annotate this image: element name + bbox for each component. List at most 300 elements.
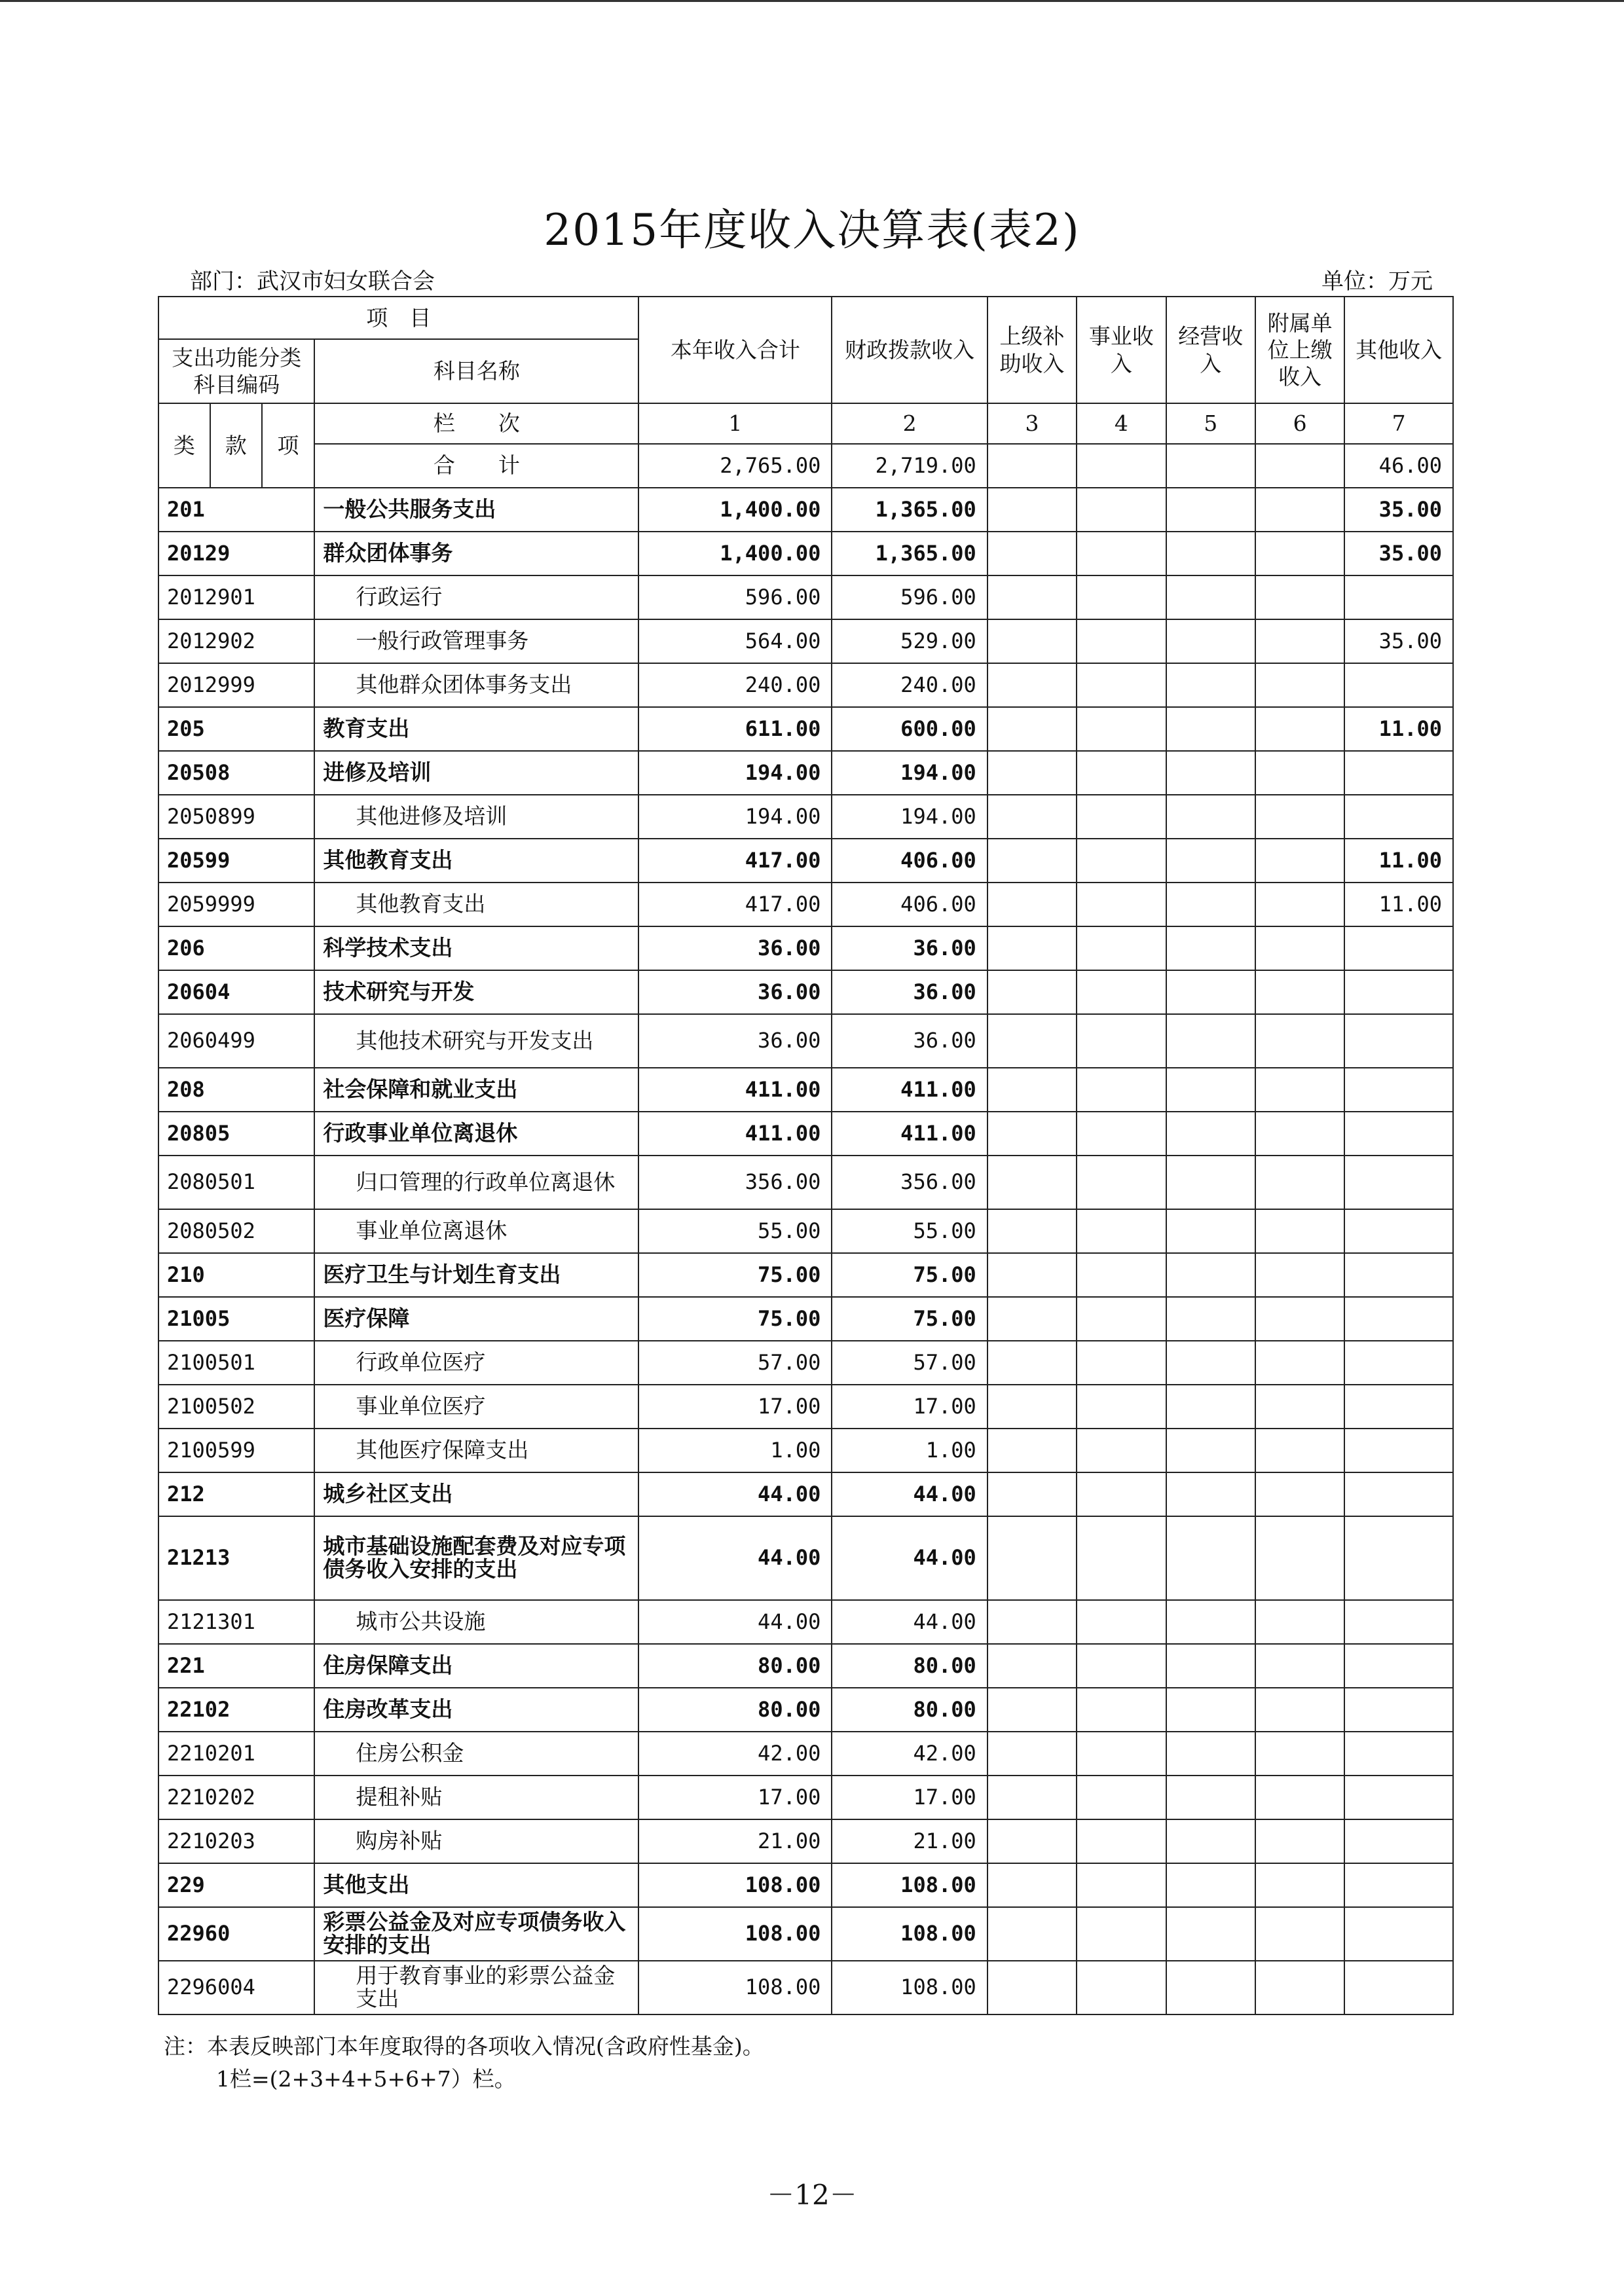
- row-col7: [1344, 1819, 1453, 1863]
- row-col4: [1077, 1863, 1166, 1907]
- row-col5: [1166, 1819, 1255, 1863]
- row-col6: [1255, 1112, 1344, 1156]
- row-subject-name: 行政事业单位离退休: [314, 1112, 638, 1156]
- row-subject-name: 社会保障和就业支出: [314, 1068, 638, 1112]
- top-rule: [0, 0, 1624, 2]
- row-col3: [987, 1014, 1077, 1068]
- table-row: [158, 1863, 1453, 1907]
- row-col2: 1,365.00: [832, 488, 987, 532]
- income-final-accounts-table: [158, 296, 1454, 2015]
- row-col6: [1255, 970, 1344, 1014]
- row-col5: [1166, 839, 1255, 883]
- row-col4: [1077, 1516, 1166, 1600]
- table-row: [158, 1209, 1453, 1253]
- total-col3: [987, 444, 1077, 488]
- row-col5: [1166, 1429, 1255, 1472]
- table-row: [158, 532, 1453, 575]
- row-code: 201: [158, 488, 314, 532]
- row-subject-name: 科学技术支出: [314, 926, 638, 970]
- row-code: 2012901: [158, 575, 314, 619]
- row-col5: [1166, 488, 1255, 532]
- row-subject-name: 城市公共设施: [314, 1600, 638, 1644]
- row-col1: 417.00: [638, 839, 832, 883]
- row-subject-name: 其他进修及培训: [314, 795, 638, 839]
- col-number-4: 4: [1077, 403, 1166, 444]
- row-col3: [987, 970, 1077, 1014]
- row-code: 20129: [158, 532, 314, 575]
- row-col3: [987, 707, 1077, 751]
- row-col1: 80.00: [638, 1644, 832, 1688]
- header-col6: 附属单位上缴收入: [1255, 297, 1344, 403]
- table-row: [158, 1472, 1453, 1516]
- total-col1: 2,765.00: [638, 444, 832, 488]
- row-col3: [987, 795, 1077, 839]
- row-col7: 35.00: [1344, 532, 1453, 575]
- table-row: [158, 663, 1453, 707]
- row-subject-name: 其他技术研究与开发支出: [314, 1014, 638, 1068]
- row-col1: 1.00: [638, 1429, 832, 1472]
- table-body: [158, 488, 1453, 2014]
- row-col5: [1166, 1516, 1255, 1600]
- row-subject-name: 行政运行: [314, 575, 638, 619]
- row-col5: [1166, 883, 1255, 926]
- row-col1: 1,400.00: [638, 532, 832, 575]
- table-row: [158, 1600, 1453, 1644]
- row-col4: [1077, 619, 1166, 663]
- row-code: 2100501: [158, 1341, 314, 1385]
- row-subject-name: 彩票公益金及对应专项债务收入安排的支出: [314, 1907, 638, 1961]
- table-row: [158, 751, 1453, 795]
- row-col2: 194.00: [832, 795, 987, 839]
- row-code: 2296004: [158, 1961, 314, 2014]
- row-col3: [987, 1068, 1077, 1112]
- table-row: [158, 1961, 1453, 2014]
- table-row: [158, 1014, 1453, 1068]
- row-col5: [1166, 1209, 1255, 1253]
- row-code: 21213: [158, 1516, 314, 1600]
- row-col6: [1255, 1156, 1344, 1209]
- row-col5: [1166, 1863, 1255, 1907]
- row-col3: [987, 1516, 1077, 1600]
- row-col2: 411.00: [832, 1112, 987, 1156]
- row-col2: 75.00: [832, 1253, 987, 1297]
- row-col2: 108.00: [832, 1907, 987, 1961]
- row-col5: [1166, 1961, 1255, 2014]
- row-col7: [1344, 795, 1453, 839]
- row-col4: [1077, 575, 1166, 619]
- row-col7: [1344, 1863, 1453, 1907]
- row-col2: 21.00: [832, 1819, 987, 1863]
- row-col7: [1344, 1297, 1453, 1341]
- row-code: 210: [158, 1253, 314, 1297]
- row-col6: [1255, 1644, 1344, 1688]
- row-col2: 1,365.00: [832, 532, 987, 575]
- row-subject-name: 归口管理的行政单位离退休: [314, 1156, 638, 1209]
- row-col4: [1077, 1112, 1166, 1156]
- row-col2: 44.00: [832, 1600, 987, 1644]
- col-number-6: 6: [1255, 403, 1344, 444]
- row-col7: [1344, 970, 1453, 1014]
- row-code: 20604: [158, 970, 314, 1014]
- table-row: [158, 1385, 1453, 1429]
- row-col3: [987, 1600, 1077, 1644]
- row-col5: [1166, 1341, 1255, 1385]
- row-col1: 75.00: [638, 1297, 832, 1341]
- row-col3: [987, 532, 1077, 575]
- row-col5: [1166, 532, 1255, 575]
- total-col7: 46.00: [1344, 444, 1453, 488]
- row-col1: 108.00: [638, 1961, 832, 2014]
- row-col1: 17.00: [638, 1776, 832, 1819]
- row-col7: [1344, 1961, 1453, 2014]
- row-col7: [1344, 1472, 1453, 1516]
- row-col2: 17.00: [832, 1385, 987, 1429]
- row-subject-name: 进修及培训: [314, 751, 638, 795]
- col-number-1: 1: [638, 403, 832, 444]
- header-xiang: 项: [262, 403, 315, 488]
- row-col6: [1255, 1209, 1344, 1253]
- row-col2: 57.00: [832, 1341, 987, 1385]
- row-col4: [1077, 883, 1166, 926]
- row-col5: [1166, 1068, 1255, 1112]
- row-code: 2050899: [158, 795, 314, 839]
- row-col3: [987, 1688, 1077, 1732]
- header-col3: 上级补助收入: [987, 297, 1077, 403]
- page-number: －12－: [767, 2179, 857, 2211]
- row-col7: 35.00: [1344, 488, 1453, 532]
- row-col4: [1077, 488, 1166, 532]
- row-col5: [1166, 1776, 1255, 1819]
- row-col2: 36.00: [832, 1014, 987, 1068]
- header-col5: 经营收入: [1166, 297, 1255, 403]
- row-col2: 108.00: [832, 1863, 987, 1907]
- row-col4: [1077, 663, 1166, 707]
- row-subject-name: 其他教育支出: [314, 839, 638, 883]
- row-col6: [1255, 663, 1344, 707]
- row-col4: [1077, 1819, 1166, 1863]
- row-col2: 240.00: [832, 663, 987, 707]
- row-col6: [1255, 1600, 1344, 1644]
- row-col7: 11.00: [1344, 707, 1453, 751]
- table-row: [158, 1732, 1453, 1776]
- row-subject-name: 住房公积金: [314, 1732, 638, 1776]
- row-col7: [1344, 1776, 1453, 1819]
- row-col6: [1255, 795, 1344, 839]
- row-subject-name: 技术研究与开发: [314, 970, 638, 1014]
- row-col4: [1077, 1907, 1166, 1961]
- row-col3: [987, 1863, 1077, 1907]
- row-col2: 108.00: [832, 1961, 987, 2014]
- table-row: [158, 1068, 1453, 1112]
- row-col4: [1077, 1253, 1166, 1297]
- col-number-7: 7: [1344, 403, 1453, 444]
- row-col3: [987, 663, 1077, 707]
- row-col4: [1077, 1209, 1166, 1253]
- row-code: 21005: [158, 1297, 314, 1341]
- row-col6: [1255, 1907, 1344, 1961]
- row-col4: [1077, 1776, 1166, 1819]
- total-col2: 2,719.00: [832, 444, 987, 488]
- row-col2: 406.00: [832, 883, 987, 926]
- page-title: 2015年度收入决算表(表2): [544, 205, 1080, 255]
- row-subject-name: 事业单位离退休: [314, 1209, 638, 1253]
- header-func-code: 支出功能分类科目编码: [158, 339, 314, 403]
- row-col1: 75.00: [638, 1253, 832, 1297]
- col-number-3: 3: [987, 403, 1077, 444]
- row-col7: [1344, 663, 1453, 707]
- row-col1: 36.00: [638, 1014, 832, 1068]
- total-col4: [1077, 444, 1166, 488]
- row-subject-name: 医疗卫生与计划生育支出: [314, 1253, 638, 1297]
- col-number-5: 5: [1166, 403, 1255, 444]
- row-col7: [1344, 1429, 1453, 1472]
- row-code: 221: [158, 1644, 314, 1688]
- total-col5: [1166, 444, 1255, 488]
- row-col6: [1255, 1253, 1344, 1297]
- table-row: [158, 1429, 1453, 1472]
- row-col4: [1077, 1297, 1166, 1341]
- row-col2: 44.00: [832, 1472, 987, 1516]
- row-col6: [1255, 707, 1344, 751]
- row-col6: [1255, 575, 1344, 619]
- row-col4: [1077, 707, 1166, 751]
- row-col3: [987, 1776, 1077, 1819]
- row-col2: 600.00: [832, 707, 987, 751]
- row-subject-name: 购房补贴: [314, 1819, 638, 1863]
- header-lei: 类: [158, 403, 210, 488]
- row-col3: [987, 1112, 1077, 1156]
- row-subject-name: 其他医疗保障支出: [314, 1429, 638, 1472]
- row-col1: 108.00: [638, 1863, 832, 1907]
- row-subject-name: 住房改革支出: [314, 1688, 638, 1732]
- row-code: 22102: [158, 1688, 314, 1732]
- row-col6: [1255, 532, 1344, 575]
- row-col4: [1077, 532, 1166, 575]
- row-col5: [1166, 1014, 1255, 1068]
- row-col1: 42.00: [638, 1732, 832, 1776]
- header-project: 项 目: [158, 297, 638, 339]
- row-col1: 564.00: [638, 619, 832, 663]
- row-col6: [1255, 619, 1344, 663]
- row-col2: 194.00: [832, 751, 987, 795]
- row-col7: [1344, 1688, 1453, 1732]
- row-code: 20599: [158, 839, 314, 883]
- row-col5: [1166, 970, 1255, 1014]
- row-subject-name: 提租补贴: [314, 1776, 638, 1819]
- row-subject-name: 用于教育事业的彩票公益金支出: [314, 1961, 638, 2014]
- row-col3: [987, 1253, 1077, 1297]
- row-col3: [987, 1819, 1077, 1863]
- row-col5: [1166, 1112, 1255, 1156]
- row-col6: [1255, 488, 1344, 532]
- header-col1: 本年收入合计: [638, 297, 832, 403]
- table-row: [158, 970, 1453, 1014]
- row-col4: [1077, 1068, 1166, 1112]
- header-kuan: 款: [210, 403, 262, 488]
- row-col7: [1344, 751, 1453, 795]
- row-col1: 611.00: [638, 707, 832, 751]
- total-col6: [1255, 444, 1344, 488]
- row-col3: [987, 883, 1077, 926]
- table-row: [158, 1341, 1453, 1385]
- row-col7: [1344, 1014, 1453, 1068]
- row-col4: [1077, 839, 1166, 883]
- row-col7: [1344, 1732, 1453, 1776]
- row-col7: [1344, 1253, 1453, 1297]
- table-header: [158, 297, 1453, 488]
- table-row: [158, 1516, 1453, 1600]
- row-col6: [1255, 1385, 1344, 1429]
- row-col4: [1077, 1385, 1166, 1429]
- row-col3: [987, 1297, 1077, 1341]
- table-row: [158, 795, 1453, 839]
- row-subject-name: 医疗保障: [314, 1297, 638, 1341]
- row-col6: [1255, 1014, 1344, 1068]
- row-col7: [1344, 1112, 1453, 1156]
- row-col4: [1077, 926, 1166, 970]
- row-subject-name: 城市基础设施配套费及对应专项债务收入安排的支出: [314, 1516, 638, 1600]
- header-col4: 事业收入: [1077, 297, 1166, 403]
- row-col5: [1166, 663, 1255, 707]
- row-col6: [1255, 1429, 1344, 1472]
- row-col1: 194.00: [638, 751, 832, 795]
- row-col1: 411.00: [638, 1112, 832, 1156]
- row-col6: [1255, 1863, 1344, 1907]
- row-subject-name: 事业单位医疗: [314, 1385, 638, 1429]
- row-col7: 35.00: [1344, 619, 1453, 663]
- row-col4: [1077, 1600, 1166, 1644]
- row-subject-name: 其他群众团体事务支出: [314, 663, 638, 707]
- row-col6: [1255, 1688, 1344, 1732]
- row-col4: [1077, 1429, 1166, 1472]
- row-col2: 596.00: [832, 575, 987, 619]
- row-col3: [987, 926, 1077, 970]
- row-col1: 108.00: [638, 1907, 832, 1961]
- row-code: 20508: [158, 751, 314, 795]
- row-col5: [1166, 619, 1255, 663]
- row-code: 212: [158, 1472, 314, 1516]
- row-col4: [1077, 751, 1166, 795]
- row-col2: 55.00: [832, 1209, 987, 1253]
- table-row: [158, 1297, 1453, 1341]
- row-code: 229: [158, 1863, 314, 1907]
- row-code: 2121301: [158, 1600, 314, 1644]
- row-col6: [1255, 1341, 1344, 1385]
- row-col7: [1344, 1644, 1453, 1688]
- table-row: [158, 1907, 1453, 1961]
- row-col6: [1255, 1516, 1344, 1600]
- row-col5: [1166, 1253, 1255, 1297]
- header-column-order: 栏 次: [314, 403, 638, 444]
- row-code: 2012902: [158, 619, 314, 663]
- row-code: 206: [158, 926, 314, 970]
- row-code: 2060499: [158, 1014, 314, 1068]
- row-col7: [1344, 1156, 1453, 1209]
- row-col1: 417.00: [638, 883, 832, 926]
- row-col3: [987, 1732, 1077, 1776]
- table-row: [158, 488, 1453, 532]
- department-label: 部门：武汉市妇女联合会: [190, 268, 435, 295]
- row-col6: [1255, 751, 1344, 795]
- row-col3: [987, 1907, 1077, 1961]
- table-row: [158, 1644, 1453, 1688]
- table-row: [158, 839, 1453, 883]
- row-subject-name: 城乡社区支出: [314, 1472, 638, 1516]
- row-col4: [1077, 1014, 1166, 1068]
- row-code: 20805: [158, 1112, 314, 1156]
- note-line-2: 1栏=(2+3+4+5+6+7）栏。: [216, 2066, 516, 2092]
- table-row: [158, 1819, 1453, 1863]
- row-col7: [1344, 1341, 1453, 1385]
- row-col5: [1166, 1472, 1255, 1516]
- row-col3: [987, 839, 1077, 883]
- row-code: 208: [158, 1068, 314, 1112]
- row-code: 2210202: [158, 1776, 314, 1819]
- row-col5: [1166, 1385, 1255, 1429]
- row-col6: [1255, 1961, 1344, 2014]
- row-col3: [987, 1385, 1077, 1429]
- row-col2: 411.00: [832, 1068, 987, 1112]
- row-col5: [1166, 1644, 1255, 1688]
- header-col7: 其他收入: [1344, 297, 1453, 403]
- row-code: 2100599: [158, 1429, 314, 1472]
- row-col6: [1255, 839, 1344, 883]
- row-col1: 17.00: [638, 1385, 832, 1429]
- table-row: [158, 926, 1453, 970]
- row-col1: 80.00: [638, 1688, 832, 1732]
- row-col5: [1166, 1156, 1255, 1209]
- table-row: [158, 883, 1453, 926]
- table-row: [158, 619, 1453, 663]
- row-col5: [1166, 1297, 1255, 1341]
- row-code: 22960: [158, 1907, 314, 1961]
- row-col5: [1166, 1600, 1255, 1644]
- row-col1: 21.00: [638, 1819, 832, 1863]
- row-col5: [1166, 751, 1255, 795]
- row-col6: [1255, 1472, 1344, 1516]
- row-col4: [1077, 1472, 1166, 1516]
- row-code: 2012999: [158, 663, 314, 707]
- row-col7: [1344, 1385, 1453, 1429]
- row-col5: [1166, 1907, 1255, 1961]
- row-subject-name: 其他支出: [314, 1863, 638, 1907]
- row-col2: 1.00: [832, 1429, 987, 1472]
- row-col7: [1344, 1907, 1453, 1961]
- row-col6: [1255, 1297, 1344, 1341]
- row-col1: 44.00: [638, 1472, 832, 1516]
- row-col6: [1255, 926, 1344, 970]
- row-col1: 356.00: [638, 1156, 832, 1209]
- row-col4: [1077, 1961, 1166, 2014]
- row-col2: 80.00: [832, 1644, 987, 1688]
- table-row: [158, 1112, 1453, 1156]
- row-col3: [987, 575, 1077, 619]
- row-col3: [987, 488, 1077, 532]
- row-col7: [1344, 1600, 1453, 1644]
- table-row: [158, 1253, 1453, 1297]
- table-row: [158, 575, 1453, 619]
- row-col2: 75.00: [832, 1297, 987, 1341]
- row-col3: [987, 1472, 1077, 1516]
- row-subject-name: 其他教育支出: [314, 883, 638, 926]
- row-col6: [1255, 1068, 1344, 1112]
- row-col4: [1077, 795, 1166, 839]
- row-col1: 57.00: [638, 1341, 832, 1385]
- row-subject-name: 一般行政管理事务: [314, 619, 638, 663]
- row-col2: 44.00: [832, 1516, 987, 1600]
- row-col1: 44.00: [638, 1600, 832, 1644]
- row-col3: [987, 1156, 1077, 1209]
